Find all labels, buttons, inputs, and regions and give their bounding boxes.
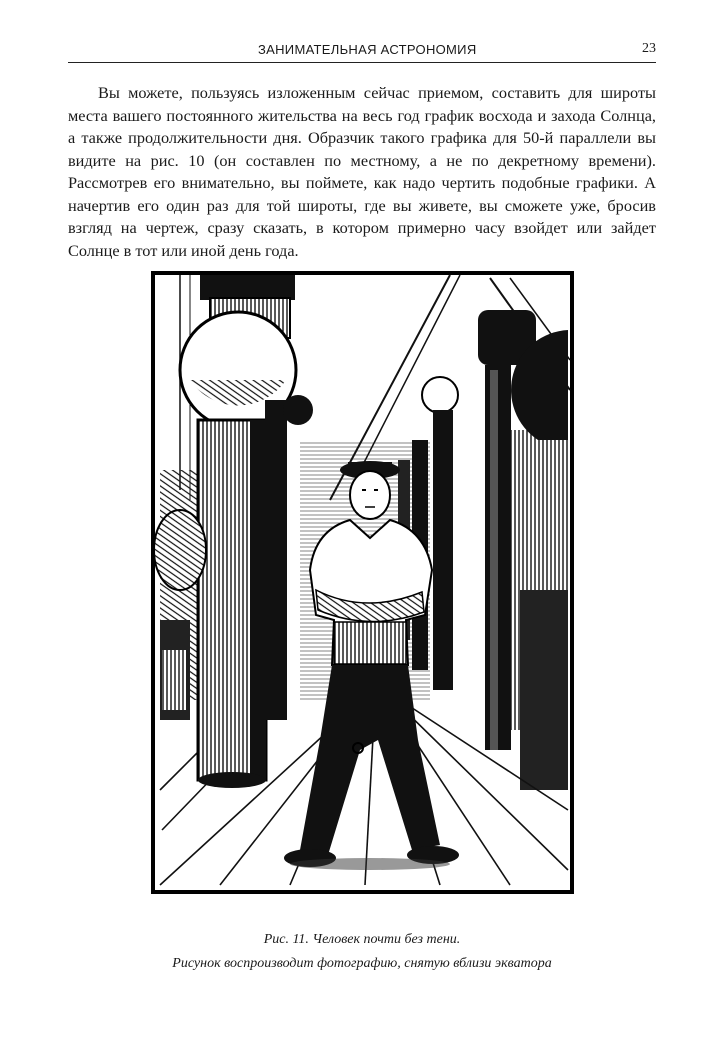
figure-illustration xyxy=(150,270,575,895)
running-title: ЗАНИМАТЕЛЬНАЯ АСТРОНОМИЯ xyxy=(258,42,477,57)
figure-caption xyxy=(68,928,656,976)
running-header xyxy=(68,38,656,63)
page-number: 23 xyxy=(642,41,656,56)
caption-title: Рис. 11. Человек почти без тени. xyxy=(263,932,461,947)
body-paragraph: Вы можете, пользуясь изложенным сейчас приемом, составить для широты места вашего постоянного жительства на весь год график восхода и захода Солнца, а также продолжительности дня. Образчик такого графика для 50-й параллели вы видите на рис. 10 (он составлен по местному, а не по декретному времени). Рассмотрев его внимательно, вы поймете, как надо чертить подобные графики. А начертив его один раз для той широты, где вы живете, вы сможете уже, бросив взгляд на чертеж, сразу сказать, в котором примерно часу взойдет или зайдет Солнце в тот или иной день года. xyxy=(68,83,656,260)
sailor-on-deck-engraving xyxy=(150,270,575,895)
caption-description: Рисунок воспроизводит фотографию, снятую вблизи экватора xyxy=(172,956,552,971)
